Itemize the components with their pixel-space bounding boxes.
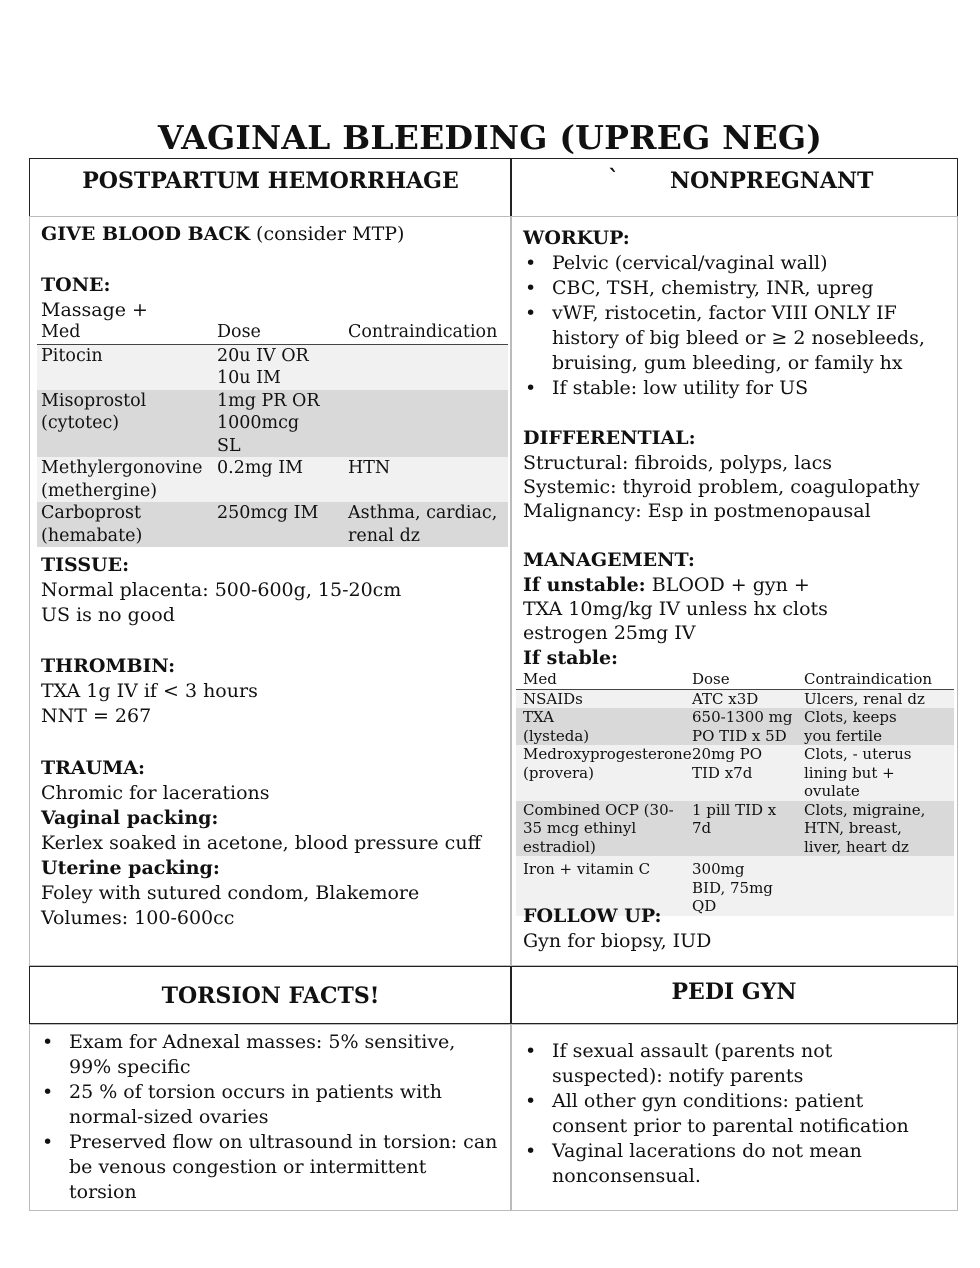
- col-dose: Dose: [217, 321, 348, 344]
- med-dose: 250mcg IM: [217, 502, 348, 547]
- unstable-bold: If unstable:: [523, 574, 646, 596]
- med-contra: [804, 708, 954, 745]
- trauma-heading: TRAUMA:: [41, 757, 146, 779]
- med-dose: [692, 708, 804, 745]
- med-text: Combined OCP (30-35 mcg ethinyl estradiol): [523, 800, 674, 856]
- tone-heading: TONE:: [41, 274, 111, 296]
- med-text: Misoprostol (cytotec): [41, 390, 147, 433]
- med-contra: [804, 801, 954, 857]
- med-text: Medroxyprogesterone (provera): [523, 745, 692, 782]
- med-contra: [804, 856, 954, 916]
- dose-text: 1mg PR OR 1000mcg SL: [217, 390, 320, 456]
- dose-text: 1 pill TID x 7d: [692, 800, 777, 837]
- management-heading: MANAGEMENT:: [523, 549, 695, 571]
- med-contra: [348, 390, 508, 458]
- dose-text: 300mg BID, 75mg QD: [692, 860, 773, 915]
- med-name: Pitocin: [37, 344, 217, 390]
- pph-header: POSTPARTUM HEMORRHAGE: [82, 168, 459, 194]
- dose-text: 20mg PO TID x7d: [692, 745, 763, 782]
- med-dose: 0.2mg IM: [217, 457, 348, 502]
- med-dose: [692, 745, 804, 801]
- nonpreg-header: NONPREGNANT: [670, 168, 874, 194]
- med-text: Methylergonovine (methergine): [41, 458, 203, 501]
- med-name: [37, 457, 217, 502]
- uterine-packing-line-1: Foley with sutured condom, Blakemore: [41, 882, 420, 904]
- med-text: TXA (lysteda): [523, 708, 590, 745]
- med-contra: [804, 745, 954, 801]
- col-med: Med: [516, 670, 692, 689]
- vaginal-packing-heading: Vaginal packing:: [41, 807, 219, 829]
- tissue-line-1: Normal placenta: 500-600g, 15-20cm: [41, 579, 402, 601]
- med-name: [516, 745, 692, 801]
- uterine-packing-line-2: Volumes: 100-600cc: [41, 907, 235, 929]
- uterine-packing-heading: Uterine packing:: [41, 857, 220, 879]
- contra-text: Clots, keeps you fertile: [804, 708, 897, 745]
- unstable-line-3: estrogen 25mg IV: [523, 622, 696, 644]
- med-dose: [217, 390, 348, 458]
- differential-line-1: Structural: fibroids, polyps, lacs: [523, 452, 833, 474]
- table-row: [37, 344, 508, 390]
- med-dose: [692, 801, 804, 857]
- workup-list: [523, 251, 953, 401]
- thrombin-line-2: NNT = 267: [41, 705, 152, 727]
- tissue-heading: TISSUE:: [41, 554, 130, 576]
- table-row: [37, 502, 508, 547]
- contra-text: Clots, migraine, HTN, breast, liver, heart dz: [804, 800, 926, 856]
- list-item: • Preserved flow on ultrasound in torsion: can be venous congestion or intermittent torsion: [40, 1130, 500, 1205]
- differential-line-3: Malignancy: Esp in postmenopausal: [523, 500, 871, 522]
- col-med: Med: [37, 321, 217, 344]
- follow-up-line: Gyn for biopsy, IUD: [523, 930, 712, 952]
- med-contra: HTN: [348, 457, 508, 502]
- thrombin-heading: THROMBIN:: [41, 655, 176, 677]
- differential-heading: DIFFERENTIAL:: [523, 427, 696, 449]
- col-contraindication: Contraindication: [348, 321, 508, 344]
- nonpreg-med-table: [516, 670, 954, 916]
- list-item: • CBC, TSH, chemistry, INR, upreg: [523, 276, 953, 301]
- unstable-line-2: TXA 10mg/kg IV unless hx clots: [523, 598, 828, 620]
- thrombin-line-1: TXA 1g IV if < 3 hours: [41, 680, 258, 702]
- page-title: VAGINAL BLEEDING (UPREG NEG): [157, 118, 823, 157]
- contra-text: Clots, - uterus lining but + ovulate: [804, 745, 912, 800]
- table-header-row: [37, 321, 508, 344]
- med-name: [516, 801, 692, 857]
- unstable-line: [523, 573, 810, 598]
- unstable-rest: BLOOD + gyn +: [645, 574, 810, 596]
- torsion-list: [40, 1030, 500, 1205]
- table-row: [37, 457, 508, 502]
- list-item: • Vaginal lacerations do not mean nonconsensual.: [523, 1139, 933, 1189]
- tone-massage: Massage +: [41, 299, 148, 321]
- table-header-row: [516, 670, 954, 689]
- col-dose: Dose: [692, 670, 804, 689]
- workup-heading: WORKUP:: [523, 227, 630, 249]
- differential-line-2: Systemic: thyroid problem, coagulopathy: [523, 476, 920, 498]
- pedi-header: PEDI GYN: [671, 979, 797, 1005]
- med-contra: [348, 502, 508, 547]
- stable-heading: If stable:: [523, 647, 619, 669]
- list-item: • All other gyn conditions: patient consent prior to parental notification: [523, 1089, 933, 1139]
- table-row: [516, 745, 954, 801]
- med-dose: ATC x3D: [692, 689, 804, 708]
- contra-text: Asthma, cardiac, renal dz: [348, 503, 498, 546]
- give-blood-rest: (consider MTP): [250, 223, 405, 245]
- torsion-header: TORSION FACTS!: [161, 983, 380, 1009]
- med-name: NSAIDs: [516, 689, 692, 708]
- col-contraindication: Contraindication: [804, 670, 954, 689]
- table-row: [516, 708, 954, 745]
- pph-med-table: [37, 321, 508, 547]
- pedi-list: [523, 1039, 933, 1189]
- list-item: • 25 % of torsion occurs in patients with normal-sized ovaries: [40, 1080, 500, 1130]
- give-blood-line: [41, 222, 404, 247]
- list-item: • If sexual assault (parents not suspected): notify parents: [523, 1039, 933, 1089]
- vaginal-packing-line: Kerlex soaked in acetone, blood pressure cuff: [41, 832, 482, 854]
- list-item: • Exam for Adnexal masses: 5% sensitive, 99% specific: [40, 1030, 500, 1080]
- med-name: [516, 708, 692, 745]
- follow-up-heading: FOLLOW UP:: [523, 905, 662, 927]
- med-text: Carboprost (hemabate): [41, 503, 143, 546]
- list-item: • If stable: low utility for US: [523, 376, 953, 401]
- med-name: [37, 502, 217, 547]
- med-name: Iron + vitamin C: [516, 856, 692, 916]
- list-item: • vWF, ristocetin, factor VIII ONLY IF history of big bleed or ≥ 2 nosebleeds, bruising, gum bleeding, or family hx: [523, 301, 953, 376]
- table-row: [37, 390, 508, 458]
- med-dose: [217, 344, 348, 390]
- trauma-line: Chromic for lacerations: [41, 782, 270, 804]
- dose-text: 650-1300 mg PO TID x 5D: [692, 708, 793, 745]
- med-dose: [692, 856, 804, 916]
- nonpreg-backtick: `: [608, 166, 619, 192]
- tissue-line-2: US is no good: [41, 604, 175, 626]
- table-row: [516, 689, 954, 708]
- med-name: [37, 390, 217, 458]
- med-contra: Ulcers, renal dz: [804, 689, 954, 708]
- give-blood-bold: GIVE BLOOD BACK: [41, 223, 250, 245]
- med-contra: [348, 344, 508, 390]
- dose-text: 20u IV OR 10u IM: [217, 345, 309, 388]
- list-item: • Pelvic (cervical/vaginal wall): [523, 251, 953, 276]
- table-row: [516, 801, 954, 857]
